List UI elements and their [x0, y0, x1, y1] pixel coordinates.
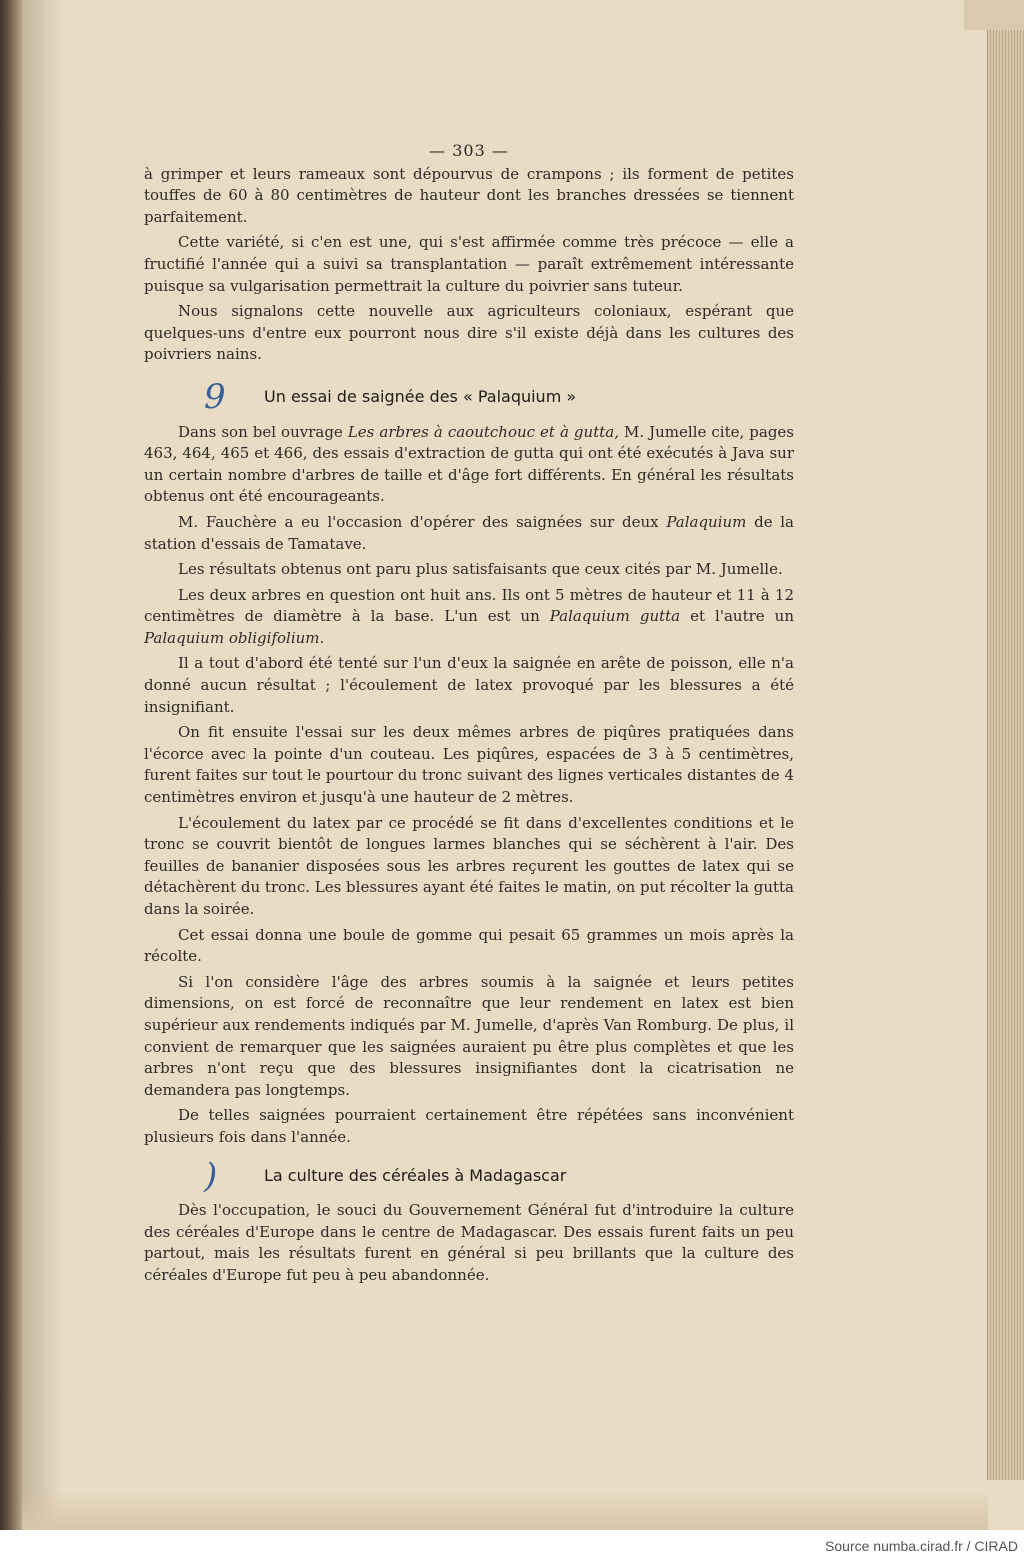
- paragraph: L'écoulement du latex par ce procédé se fit dans d'excellentes conditions et le tronc se couvrit bientôt de longues larmes blanches qui se séchèrent à l'air. Des feuilles de bananier disposées sous les arbres reçurent les gouttes de latex qui se détachèrent du tronc. Les blessures ayant été faites le matin, on put récolter la gutta dans la soirée.: [144, 813, 794, 918]
- paragraph: Cet essai donna une boule de gomme qui pesait 65 grammes un mois après la récolte.: [144, 925, 794, 966]
- handwritten-margin-mark: 9: [204, 376, 226, 417]
- text-run: M. Fauchère a eu l'occasion d'opérer des saignées sur deux: [178, 512, 667, 531]
- page-bottom-edge: [22, 1490, 988, 1530]
- paragraph: [144, 512, 794, 555]
- page-text-block: [144, 140, 794, 1291]
- page-number: — 303 —: [429, 141, 509, 160]
- binding-shadow: [22, 0, 62, 1530]
- paragraph: [144, 422, 794, 508]
- page-stack-edge: [987, 30, 1024, 1480]
- page-stack-top: [964, 0, 1024, 30]
- section-heading-palaquium: [204, 376, 794, 417]
- text-run: de la station d'essais de Tamatave.: [144, 512, 795, 553]
- section-heading-cereales: [204, 1155, 794, 1196]
- species-name: Palaquium gutta: [549, 607, 681, 626]
- paragraph: On fit ensuite l'essai sur les deux mêmes arbres de piqûres pratiquées dans l'écorce avec la pointe d'un couteau. Les piqûres, espacées de 3 à 5 centimètres, furent faites sur tout le pourtour du tronc suivant des lignes verticales distantes de 4 centimètres environ et jusqu'à une hauteur de 2 mètres.: [144, 723, 794, 807]
- paragraph: Dès l'occupation, le souci du Gouvernement Général fut d'introduire la culture des céréales d'Europe dans le centre de Madagascar. Des essais furent faits un peu partout, mais les résultats furent en général si peu brillants que la culture des céréales d'Europe fut peu à peu abandonnée.: [144, 1201, 794, 1284]
- text-run: Dans son bel ouvrage: [178, 422, 348, 441]
- species-name: Palaquium obligifolium.: [144, 628, 325, 647]
- paragraph: Nous signalons cette nouvelle aux agriculteurs coloniaux, espérant que quelques-uns d'entre eux pourront nous dire s'il existe déjà dans les cultures des poivriers nains.: [144, 302, 794, 364]
- species-name: Palaquium: [666, 512, 747, 531]
- paragraph: Cette variété, si c'en est une, qui s'est affirmée comme très précoce — elle a fructifié l'année qui a suivi sa transplantation — paraît extrêmement intéressante puisque sa vulgarisation permettrait la culture du poivrier sans tuteur.: [144, 233, 794, 295]
- text-run: M. Jumelle cite, pages 463, 464, 465 et 466, des essais d'extraction de gutta qui ont été exécutés à Java sur un certain nombre d'arbres de taille et d'âge fort différents. En général les résultats obtenus ont été encourageants.: [144, 422, 794, 506]
- paragraph: Si l'on considère l'âge des arbres soumis à la saignée et leurs petites dimensions, on est forcé de reconnaître que leur rendement en latex est bien supérieur aux rendements indiqués par M. Jumelle, d'après Van Romburg. De plus, il convient de remarquer que les saignées auraient pu être plus complètes et que les arbres n'ont reçu que des blessures insignifiantes dont la cicatrisation ne demandera pas longtemps.: [144, 972, 794, 1099]
- handwritten-margin-mark: ): [204, 1155, 218, 1196]
- paragraph: Les résultats obtenus ont paru plus satisfaisants que ceux cités par M. Jumelle.: [178, 560, 783, 579]
- paragraph: [144, 585, 794, 650]
- text-run: Les deux arbres en question ont huit ans. Ils ont 5 mètres de hauteur et 11 à 12 centimètres de diamètre à la base. L'un est un: [144, 585, 794, 626]
- paragraph: Il a tout d'abord été tenté sur l'un d'eux la saignée en arête de poisson, elle n'a donné aucun résultat ; l'écoulement de latex provoqué par les blessures a été insignifiant.: [144, 654, 794, 716]
- section-heading-text: La culture des céréales à Madagascar: [264, 1165, 567, 1185]
- text-run: et l'autre un: [680, 607, 795, 626]
- book-title: Les arbres à caoutchouc et à gutta,: [347, 422, 619, 441]
- paragraph: De telles saignées pourraient certainement être répétées sans inconvénient plusieurs fois dans l'année.: [144, 1106, 794, 1146]
- book-binding-gutter: [0, 0, 22, 1530]
- paragraph: à grimper et leurs rameaux sont dépourvus de crampons ; ils forment de petites touffes de 60 à 80 centimètres de hauteur dont les branches dressées se tiennent parfaitement.: [144, 164, 794, 226]
- source-caption: Source numba.cirad.fr / CIRAD: [825, 1538, 1018, 1554]
- section-heading-text: Un essai de saignée des « Palaquium »: [264, 386, 577, 406]
